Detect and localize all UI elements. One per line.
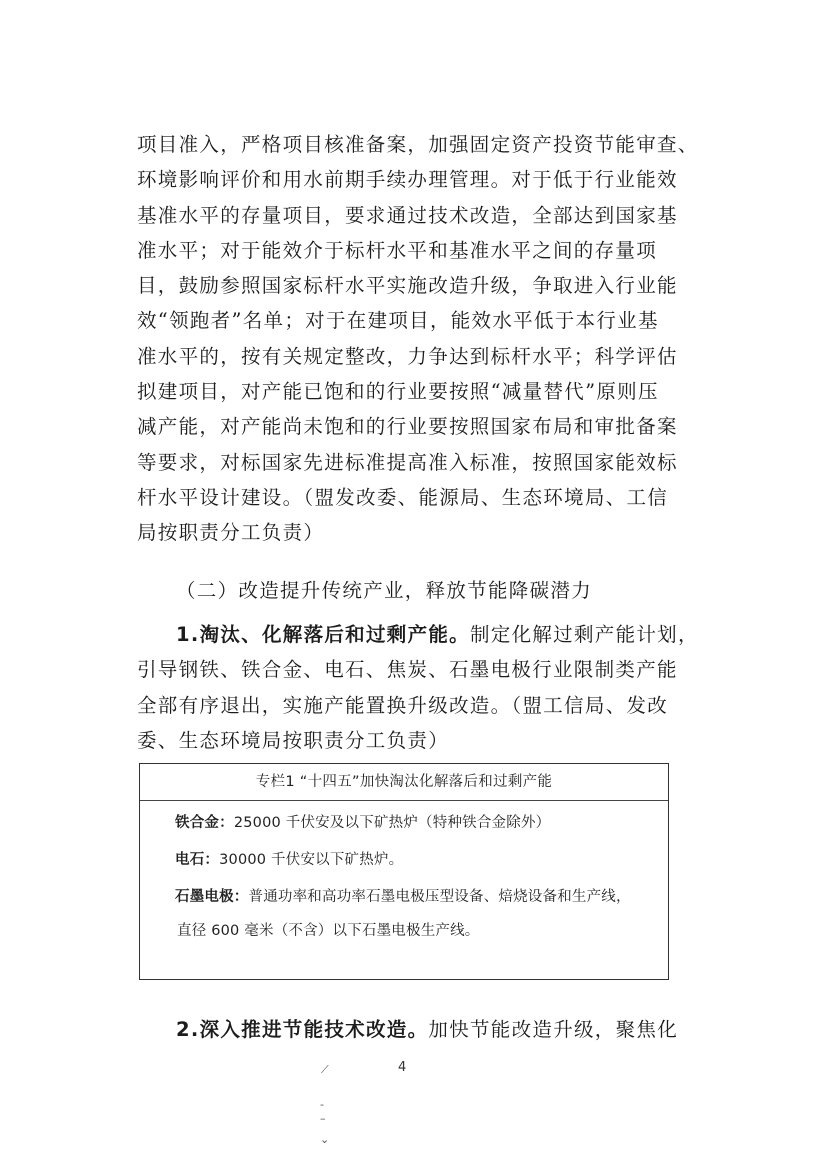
scan-artifact: – [320,1112,326,1125]
box-row-label: 石墨电极： [175,889,249,905]
text-line: 效“领跑者”名单；对于在建项目，能效水平低于本行业基 [137,309,659,333]
box-row-text: 直径 600 毫米（不含）以下石墨电极生产线。 [177,923,480,939]
text-line: 拟建项目，对产能已饱和的行业要按照“减量替代”原则压 [137,380,659,404]
section-heading-text: （二）改造提升传统产业，释放节能降碳潜力 [176,579,593,602]
box-title: 专栏1 “十四五”加快淘汰化解落后和过剩产能 [140,764,668,801]
text-line: 等要求，对标国家先进标准提高准入标准，按照国家能效标 [137,450,678,474]
item2-rest: 加快节能改造升级，聚焦化 [428,1018,678,1041]
box-row-graphite-electrode [175,885,631,906]
scan-artifact: ⟋ [321,1063,329,1076]
text-line: 减产能，对产能尚未饱和的行业要按照国家布局和审批备案 [137,415,678,439]
text-line: 全部有序退出，实施产能置换升级改造。（盟工信局、发改 [137,693,669,717]
text-line: 准水平；对于能效介于标杆水平和基准水平之间的存量项 [137,238,658,262]
box-row-ferroalloy [175,811,550,832]
box-row-text: 普通功率和高功率石墨电极压型设备、焙烧设备和生产线， [248,889,631,905]
text-line: 委、生态环境局按职责分工负责） [137,728,450,752]
text-line: 准水平的，按有关规定整改，力争达到标杆水平；科学评估 [137,344,678,368]
text-line: 环境影响评价和用水前期手续办理管理。对于低于行业能效 [137,168,678,192]
text-line: 目，鼓励参照国家标杆水平实施改造升级，争取进入行业能 [137,274,678,298]
special-column-box [139,763,669,980]
paragraph-project-access [137,127,699,551]
page-number: 4 [398,1060,407,1075]
item1-first-line [137,617,699,652]
item2-paragraph [137,1012,677,1047]
box-row-text: 30000 千伏安以下矿热炉。 [219,852,404,868]
text-line: 局按职责分工负责） [137,521,325,545]
box-row-label: 铁合金： [175,815,234,831]
item2-title: 2.深入推进节能技术改造。 [176,1018,429,1041]
box-row-calcium-carbide [175,848,403,869]
item1-first-line-rest: 制定化解过剩产能计划， [469,623,699,646]
text-line: 基准水平的存量项目，要求通过技术改造，全部达到国家基 [137,203,678,227]
section-heading [137,573,677,608]
item1-title: 1.淘汰、化解落后和过剩产能。 [176,623,470,646]
item2-first-line [137,1012,677,1047]
box-row-continuation [177,919,480,940]
text-line: 引导钢铁、铁合金、电石、焦炭、石墨电极行业限制类产能 [137,658,678,682]
scan-artifact: - [320,1098,324,1111]
box-row-text: 25000 千伏安及以下矿热炉（特种铁合金除外） [233,815,551,831]
text-line: 杆水平设计建设。（盟发改委、能源局、生态环境局、工信 [137,485,669,509]
text-line: 项目准入，严格项目核准备案，加强固定资产投资节能审查、 [137,133,699,156]
scan-artifact: ⌄ [320,1133,330,1146]
item1-paragraph [137,617,699,758]
box-row-label: 电石： [175,852,220,868]
